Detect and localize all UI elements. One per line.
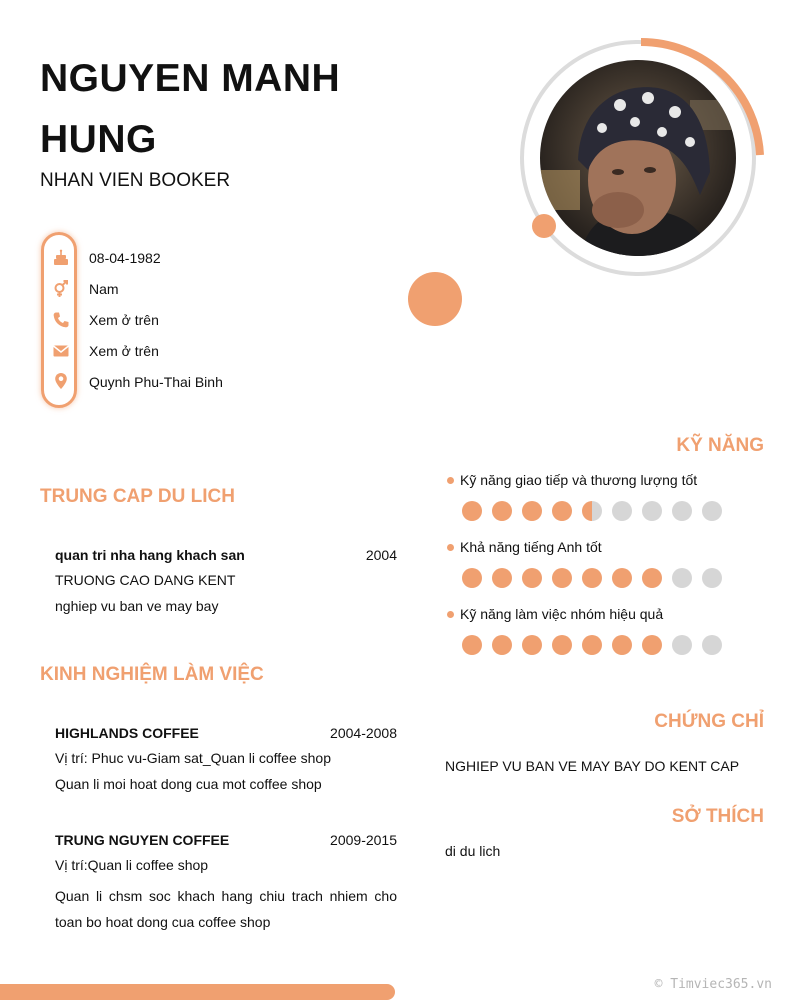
- skill-rating-dot: [462, 635, 482, 655]
- skill-rating-dot: [582, 568, 602, 588]
- education-item-line: nghiep vu ban ve may bay: [55, 598, 219, 614]
- decor-dot-small: [532, 214, 556, 238]
- skill-rating-dot: [552, 635, 572, 655]
- skill-rating-dot: [672, 635, 692, 655]
- skills-title: KỸ NĂNG: [676, 435, 764, 456]
- skill-bullet: [447, 544, 454, 551]
- skill-rating-dot: [552, 501, 572, 521]
- experience-item-line: Vị trí:Quan li coffee shop: [55, 857, 209, 873]
- info-email: Xem ở trên: [89, 343, 159, 359]
- skill-rating-dot: [612, 635, 632, 655]
- education-item-name: quan tri nha hang khach san: [55, 547, 245, 563]
- skill-rating-dot: [642, 568, 662, 588]
- name-line-2: HUNG: [40, 118, 157, 161]
- info-birthday: 08-04-1982: [89, 250, 161, 266]
- skill-rating-dot: [612, 568, 632, 588]
- experience-item-company: TRUNG NGUYEN COFFEE: [55, 832, 230, 848]
- candidate-name: [40, 48, 480, 170]
- footer-accent-bar: [0, 984, 395, 1000]
- skill-rating-dot: [522, 501, 542, 521]
- skill-name: Khả năng tiếng Anh tốt: [460, 539, 602, 555]
- info-address: Quynh Phu-Thai Binh: [89, 374, 223, 390]
- decor-dot-large: [408, 272, 462, 326]
- education-item-line: TRUONG CAO DANG KENT: [55, 572, 236, 588]
- skill-rating-dot: [462, 501, 482, 521]
- skill-bullet: [447, 611, 454, 618]
- certificates-title: CHỨNG CHỈ: [654, 711, 764, 732]
- name-line-1: NGUYEN MANH: [40, 57, 341, 100]
- phone-icon: [52, 311, 70, 329]
- skill-rating-dot: [702, 501, 722, 521]
- skill-rating-dot: [522, 568, 542, 588]
- info-phone: Xem ở trên: [89, 312, 159, 328]
- skill-rating-dot: [552, 568, 572, 588]
- skill-rating-dot: [462, 568, 482, 588]
- location-icon: [52, 372, 70, 390]
- skill-rating-dot: [582, 501, 602, 521]
- experience-item-date: 2004-2008: [330, 725, 397, 741]
- skill-name: Kỹ năng giao tiếp và thương lượng tốt: [460, 472, 698, 488]
- experience-item-line: Quan li chsm soc khach hang chiu trach nhiem cho toan bo hoat dong cua coffee shop: [55, 888, 397, 930]
- skill-rating-dot: [702, 635, 722, 655]
- hobby-item: di du lich: [445, 843, 501, 859]
- avatar: [540, 60, 736, 256]
- skill-rating-dot: [642, 635, 662, 655]
- skill-rating-dot: [612, 501, 632, 521]
- watermark: © Timviec365.vn: [654, 977, 772, 992]
- skill-rating-dot: [642, 501, 662, 521]
- skill-rating-dot: [492, 501, 512, 521]
- skill-rating-dot: [522, 635, 542, 655]
- info-gender: Nam: [89, 281, 119, 297]
- skill-rating-dot: [582, 635, 602, 655]
- skill-rating-dot: [492, 568, 512, 588]
- education-title: TRUNG CAP DU LICH: [40, 486, 235, 507]
- experience-item-date: 2009-2015: [330, 832, 397, 848]
- experience-title: KINH NGHIỆM LÀM VIỆC: [40, 664, 264, 685]
- skill-rating-dot: [672, 501, 692, 521]
- birthday-cake-icon: [52, 249, 70, 267]
- experience-item-company: HIGHLANDS COFFEE: [55, 725, 199, 741]
- gender-icon: [52, 280, 70, 298]
- skill-name: Kỹ năng làm việc nhóm hiệu quả: [460, 606, 664, 622]
- experience-item-line: Vị trí: Phuc vu-Giam sat_Quan li coffee shop: [55, 750, 331, 766]
- email-icon: [52, 342, 70, 360]
- avatar-portrait: [540, 60, 736, 256]
- skill-rating-dot: [492, 635, 512, 655]
- skill-bullet: [447, 477, 454, 484]
- certificate-item: NGHIEP VU BAN VE MAY BAY DO KENT CAP: [445, 758, 740, 774]
- education-item-date: 2004: [365, 547, 397, 563]
- skill-rating-dot: [702, 568, 722, 588]
- hobbies-title: SỞ THÍCH: [671, 806, 764, 827]
- job-title: NHAN VIEN BOOKER: [40, 170, 231, 191]
- experience-item-line: Quan li moi hoat dong cua mot coffee shop: [55, 776, 322, 792]
- skill-rating-dot: [672, 568, 692, 588]
